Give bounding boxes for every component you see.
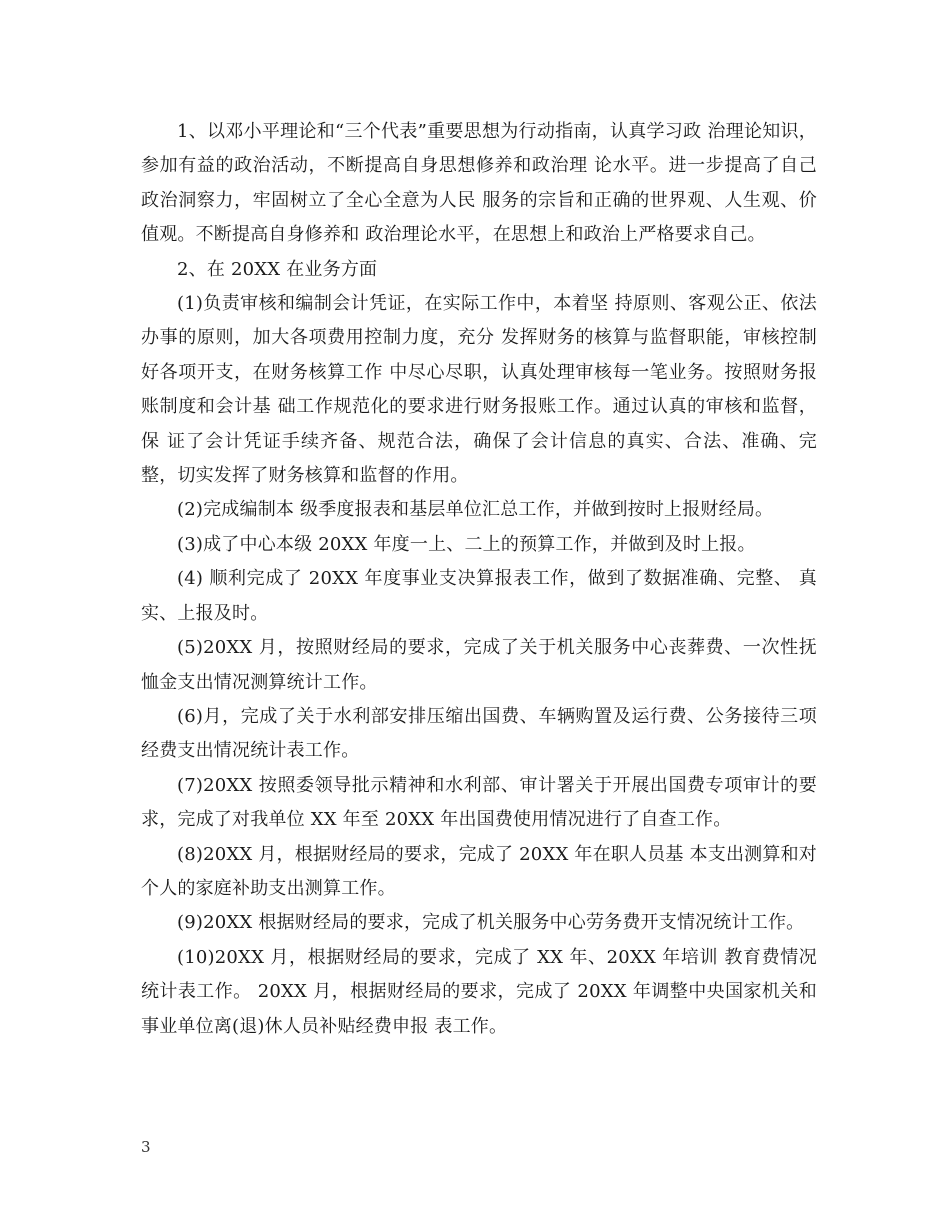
- paragraph-5: (3)成了中心本级 20XX 年度一上、二上的预算工作，并做到及时上报。: [177, 533, 756, 555]
- paragraph-11: (9)20XX 根据财经局的要求，完成了机关服务中心劳务费开支情况统计工作。: [177, 912, 805, 934]
- paragraph-9: (7)20XX 按照委领导批示精神和水利部、审计署关于开展出国费专项审计的要求，完成了对我单位 XX 年至 20XX 年出国费使用情况进行了自查工作。: [141, 774, 817, 831]
- paragraph-3: (1)负责审核和编制会计凭证，在实际工作中，本着坚 持原则、客观公正、依法办事的原则，加大各项费用控制力度，充分 发挥财务的核算与监督职能，审核控制好各项开支，在财务核算工作 中尽心尽职，认真处理审核每一笔业务。按照财务报账制度和会计基 础工作规范化的要求进行财务报账工作。通过认真的审核和监督，保 证了会计凭证手续齐备、规范合法，确保了会计信息的真实、合法、准确、完整，切实发挥了财务核算和监督的作用。: [141, 293, 817, 487]
- document-body: [141, 115, 817, 1044]
- paragraph-7: (5)20XX 月，按照财经局的要求，完成了关于机关服务中心丧葬费、一次性抚恤金支出情况测算统计工作。: [141, 637, 817, 693]
- paragraph-2: 2、在 20XX 在业务方面: [177, 258, 378, 280]
- paragraph-1: 1、以邓小平理论和“三个代表”重要思想为行动指南，认真学习政 治理论知识，参加有益的政治活动，不断提高自身思想修养和政治理 论水平。进一步提高了自己政治洞察力，牢固树立了全心全意为人民 服务的宗旨和正确的世界观、人生观、价值观。不断提高自身修养和 政治理论水平，在思想上和政治上严格要求自己。: [141, 121, 817, 246]
- paragraph-8: (6)月，完成了关于水利部安排压缩出国费、车辆购置及运行费、公务接待三项经费支出情况统计表工作。: [141, 705, 817, 762]
- paragraph-10: (8)20XX 月，根据财经局的要求，完成了 20XX 年在职人员基 本支出测算和对个人的家庭补助支出测算工作。: [141, 843, 817, 899]
- paragraph-12: (10)20XX 月，根据财经局的要求，完成了 XX 年、20XX 年培训 教育费情况统计表工作。 20XX 月，根据财经局的要求，完成了 20XX 年调整中央国家机关和事业单位离(退)休人员补贴经费申报 表工作。: [141, 946, 817, 1037]
- paragraph-6: (4) 顺利完成了 20XX 年度事业支决算报表工作，做到了数据准确、完整、 真实、上报及时。: [141, 568, 817, 624]
- page-number: 3: [141, 1138, 151, 1156]
- paragraph-4: (2)完成编制本 级季度报表和基层单位汇总工作，并做到按时上报财经局。: [177, 499, 774, 521]
